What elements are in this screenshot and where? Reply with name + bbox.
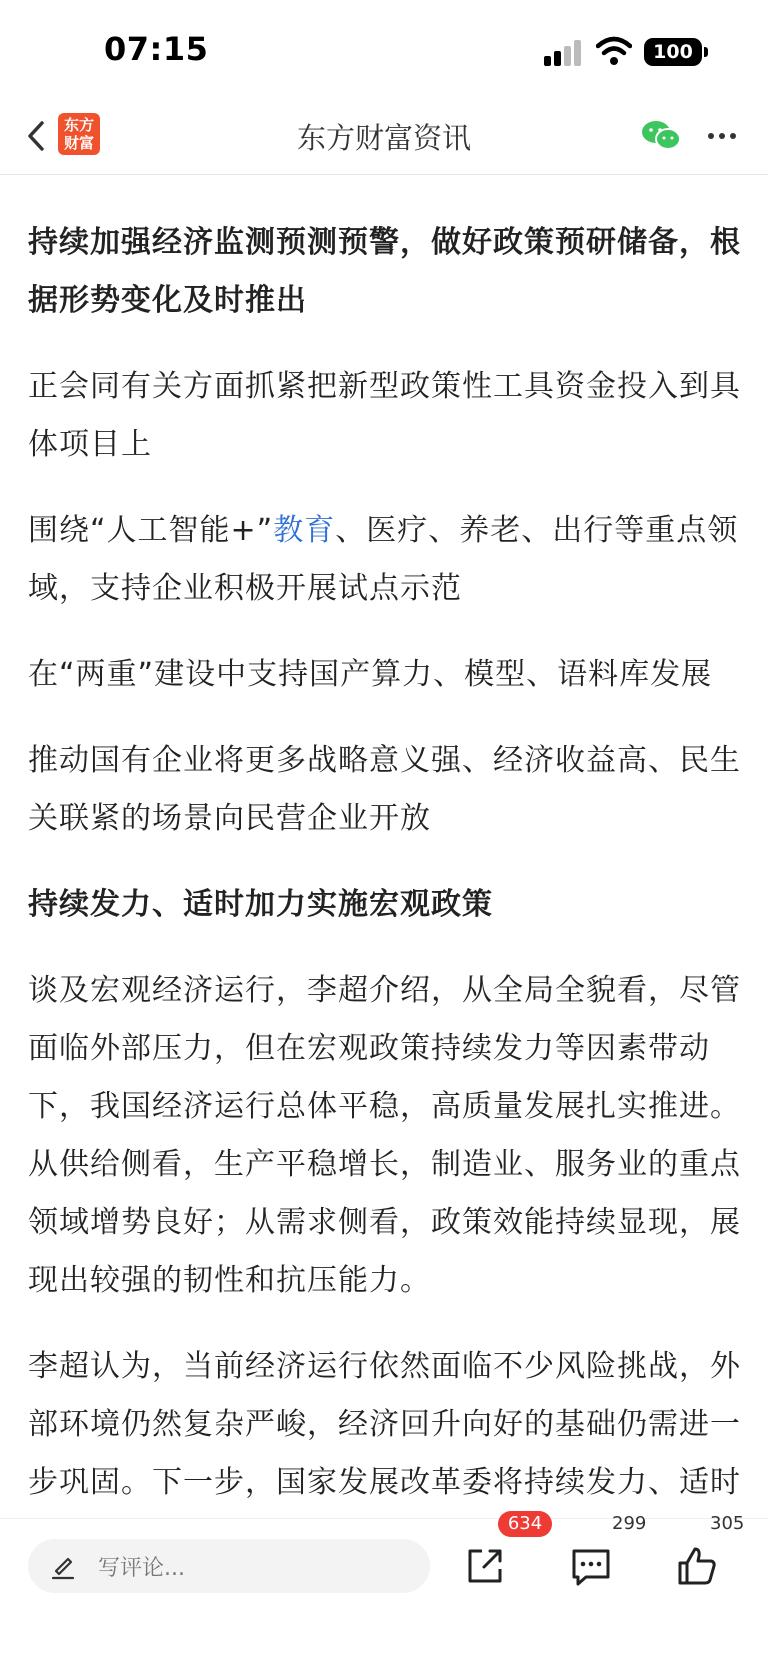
article-heading: 持续加强经济监测预测预警，做好政策预研储备，根据形势变化及时推出 — [28, 225, 741, 318]
article-paragraph — [28, 502, 744, 618]
pen-icon — [48, 1551, 78, 1581]
share-count-badge: 634 — [498, 1511, 552, 1537]
logo-line-1: 东方 — [63, 116, 94, 134]
article-paragraph: 谈及宏观经济运行，李超介绍，从全局全貌看，尽管面临外部压力，但在宏观政策持续发力等因素带动下，我国经济运行总体平稳，高质量发展扎实推进。从供给侧看，生产平稳增长，制造业、服务业的重点领域增势良好；从需求侧看，政策效能持续显现，展现出较强的韧性和抗压能力。 — [28, 973, 741, 1298]
more-icon[interactable] — [706, 124, 738, 148]
comment-input[interactable] — [28, 1539, 430, 1593]
status-time: 07:15 — [104, 30, 209, 68]
comment-count: 299 — [612, 1513, 647, 1534]
nav-bar — [0, 100, 768, 175]
bottom-action-bar — [0, 1513, 768, 1666]
cellular-signal-icon — [544, 40, 584, 66]
share-icon[interactable] — [460, 1541, 510, 1591]
article-body — [28, 214, 744, 1514]
wifi-icon — [596, 36, 632, 66]
article-paragraph: 在“两重”建设中支持国产算力、模型、语料库发展 — [28, 657, 713, 692]
article-paragraph: 推动国有企业将更多战略意义强、经济收益高、民生关联紧的场景向民营企业开放 — [28, 743, 741, 836]
battery-tip — [704, 47, 708, 57]
like-count: 305 — [710, 1513, 745, 1534]
status-bar — [0, 0, 768, 100]
article-subheading: 持续发力、适时加力实施宏观政策 — [28, 887, 493, 922]
comment-icon[interactable] — [566, 1541, 616, 1591]
like-icon[interactable] — [672, 1541, 722, 1591]
logo-line-2: 财富 — [63, 134, 94, 152]
education-link[interactable]: 教育 — [273, 513, 336, 548]
battery-indicator: 100 — [644, 38, 702, 66]
wechat-icon[interactable] — [640, 118, 682, 152]
paragraph-text: 围绕“人工智能+” — [28, 513, 274, 548]
page-title: 东方财富资讯 — [296, 121, 471, 155]
article-paragraph: 正会同有关方面抓紧把新型政策性工具资金投入到具体项目上 — [28, 369, 741, 462]
comment-placeholder: 写评论... — [98, 1556, 185, 1581]
article-paragraph: 李超认为，当前经济运行依然面临不少风险挑战，外部环境仍然复杂严峻，经济回升向好的基础仍需进一步巩固。下一步，国家发展改革委将持续发力、适时 — [28, 1349, 741, 1500]
paragraph-text: 、医疗、养老、出行等重点领域，支持企业积极开展试点示范 — [28, 513, 739, 606]
